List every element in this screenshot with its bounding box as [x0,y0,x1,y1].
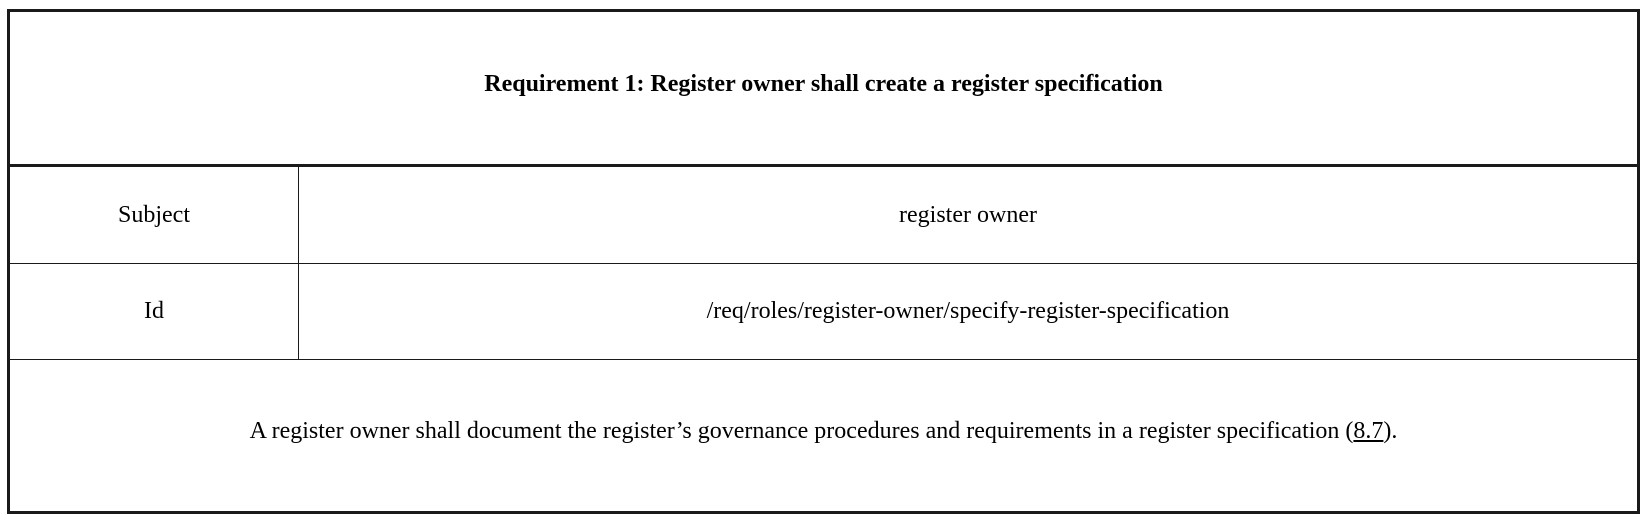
id-row [10,264,1637,360]
requirement-table [7,9,1640,514]
section-reference-link[interactable]: 8.7 [1353,418,1384,444]
subject-label: Subject [10,167,299,263]
requirement-title: Requirement 1: Register owner shall create a register specification [484,70,1163,97]
description-row [10,360,1637,511]
id-value: /req/roles/register-owner/specify-register-specification [706,298,1230,324]
requirement-title-row [10,12,1637,167]
description-text [250,418,1398,445]
description-text-before: A register owner shall document the register’s governance procedures and requirements in a register specification ( [249,418,1354,444]
subject-row [10,167,1637,264]
description-text-after: ). [1383,418,1398,444]
id-label: Id [10,264,299,359]
subject-value: register owner [899,201,1037,228]
